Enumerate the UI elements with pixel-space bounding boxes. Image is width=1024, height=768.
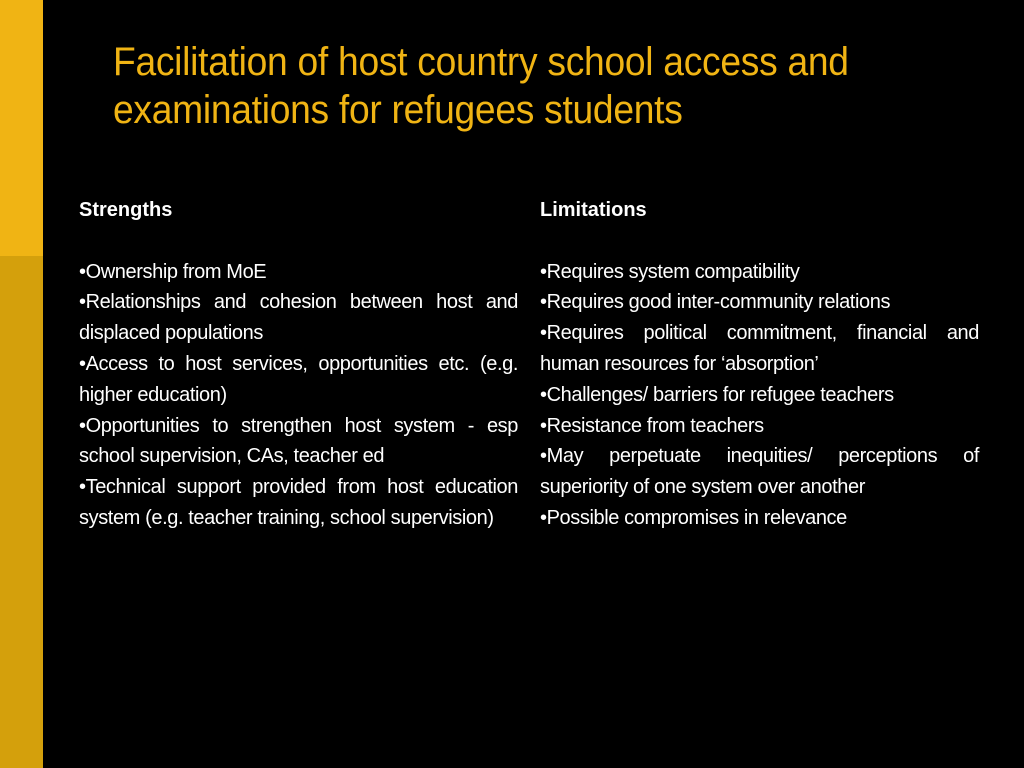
- slide-title: [113, 38, 931, 134]
- limitations-item: •Requires good inter-community relations: [540, 291, 891, 314]
- strengths-item: •Access to host services, opportunities etc. (e.g. higher education): [79, 352, 518, 406]
- limitations-spacer: [540, 226, 979, 257]
- accent-bar-top: [0, 0, 43, 256]
- limitations-column: [540, 195, 979, 534]
- limitations-list: [540, 257, 979, 534]
- accent-bar-bottom: [0, 256, 43, 768]
- strengths-item: •Ownership from MoE: [79, 260, 267, 283]
- limitations-item: •Possible compromises in relevance: [540, 506, 847, 529]
- limitations-heading: Limitations: [540, 199, 647, 221]
- strengths-list: [79, 257, 518, 534]
- strengths-column: [79, 195, 518, 534]
- limitations-item: •Requires political commitment, financial and human resources for ‘absorption’: [540, 322, 979, 375]
- slide-title-line-1: Facilitation of host country school access and: [113, 40, 849, 84]
- slide-title-line-2: examinations for refugees students: [113, 88, 683, 132]
- limitations-item: •Challenges/ barriers for refugee teachers: [540, 383, 894, 406]
- strengths-spacer: [79, 226, 518, 257]
- strengths-item: •Relationships and cohesion between host and displaced populations: [79, 291, 518, 345]
- strengths-item: •Opportunities to strengthen host system - esp school supervision, CAs, teacher ed: [79, 414, 518, 468]
- limitations-item: •Resistance from teachers: [540, 414, 764, 437]
- strengths-item: •Technical support provided from host education system (e.g. teacher training, school supervision): [79, 476, 518, 529]
- strengths-heading: Strengths: [79, 199, 173, 221]
- limitations-item: •May perpetuate inequities/ perceptions of superiority of one system over another: [540, 445, 979, 499]
- limitations-item: •Requires system compatibility: [540, 260, 800, 283]
